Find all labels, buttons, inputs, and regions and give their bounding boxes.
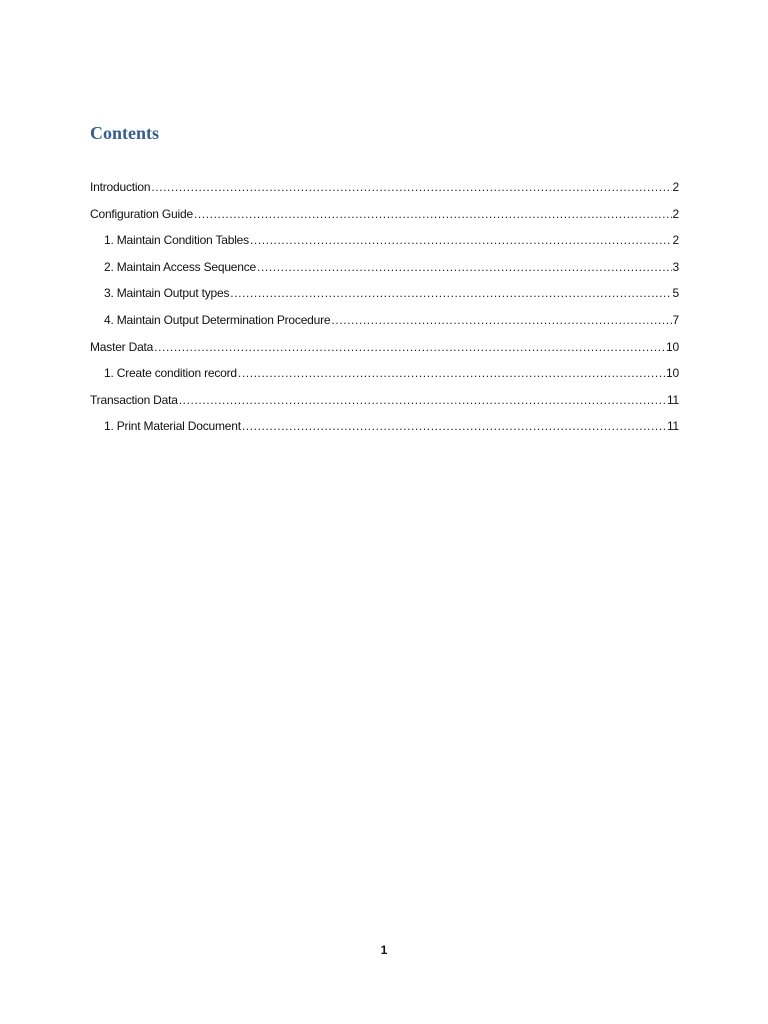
toc-entry-title: Transaction Data [90, 392, 178, 407]
toc-entry-title: 4. Maintain Output Determination Procedure [104, 312, 331, 327]
dot-leader [242, 419, 666, 433]
toc-entry-page: 7 [672, 312, 679, 327]
toc-entry-transaction-data[interactable] [90, 393, 679, 420]
toc-entry-title: 2. Maintain Access Sequence [104, 259, 257, 274]
toc-entry-page: 3 [672, 259, 679, 274]
toc-entry-maintain-output-types[interactable] [90, 286, 679, 313]
toc-entry-title: Introduction [90, 180, 151, 194]
dot-leader [151, 180, 671, 194]
toc-entry-page: 2 [672, 180, 679, 194]
dot-leader [194, 207, 672, 221]
toc-entry-create-condition-record[interactable] [90, 366, 679, 393]
toc-entry-page: 11 [666, 392, 679, 407]
toc-entry-configuration-guide[interactable] [90, 207, 679, 234]
dot-leader [331, 313, 671, 327]
toc-entry-title: 3. Maintain Output types [104, 286, 230, 301]
toc-entry-title: Configuration Guide [90, 206, 193, 221]
toc-entry-maintain-access-sequence[interactable] [90, 260, 679, 287]
toc-entry-page: 10 [666, 366, 679, 381]
toc-entry-title: Master Data [90, 339, 154, 354]
toc-entry-page: 2 [672, 206, 679, 221]
toc-entry-page: 2 [672, 233, 679, 248]
dot-leader [230, 286, 671, 300]
page-number: 1 [380, 943, 388, 957]
dot-leader [257, 260, 671, 274]
toc-list [90, 180, 679, 446]
toc-entry-title: 1. Create condition record [104, 366, 237, 381]
toc-entry-title: 1. Print Material Document [104, 419, 241, 434]
dot-leader [250, 233, 672, 247]
toc-entry-maintain-condition-tables[interactable] [90, 233, 679, 260]
toc-entry-page: 5 [672, 286, 679, 301]
toc-entry-print-material-document[interactable] [90, 419, 679, 446]
toc-heading: Contents [90, 123, 160, 143]
toc-entry-page: 10 [666, 339, 679, 354]
dot-leader [179, 393, 666, 407]
dot-leader [238, 366, 665, 380]
toc-entry-master-data[interactable] [90, 340, 679, 367]
dot-leader [154, 340, 665, 354]
toc-entry-page: 11 [666, 419, 679, 434]
toc-entry-maintain-output-determination-procedure[interactable] [90, 313, 679, 340]
toc-entry-introduction[interactable] [90, 180, 679, 207]
toc-entry-title: 1. Maintain Condition Tables [104, 233, 249, 248]
